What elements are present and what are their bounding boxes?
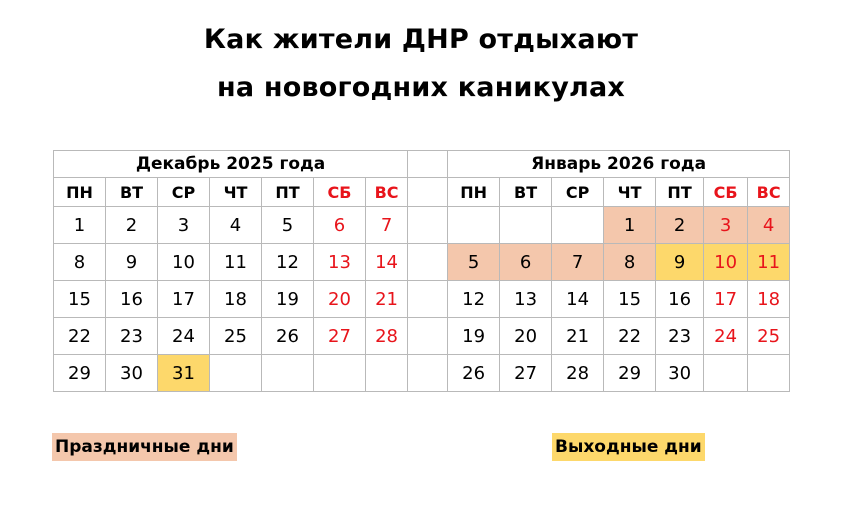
day-cell: 25 (210, 318, 262, 355)
page-title-line-2: на новогодних каникулах (216, 72, 626, 103)
day-cell: 1 (54, 207, 106, 244)
day-cell: 23 (656, 318, 704, 355)
month-gap (408, 244, 448, 281)
day-cell: 15 (604, 281, 656, 318)
jan-dayname-mon: ПН (448, 178, 500, 207)
day-cell (704, 355, 748, 392)
day-cell: 13 (500, 281, 552, 318)
day-cell: 13 (314, 244, 366, 281)
calendar-week-row (54, 355, 790, 392)
day-cell: 21 (366, 281, 408, 318)
weekend-day-cell: 10 (704, 244, 748, 281)
dec-dayname-fri: ПТ (262, 178, 314, 207)
day-cell: 19 (448, 318, 500, 355)
day-cell: 25 (748, 318, 790, 355)
page-title-line-1: Как жители ДНР отдыхают (203, 24, 639, 55)
day-cell: 20 (500, 318, 552, 355)
day-cell: 27 (314, 318, 366, 355)
day-cell: 15 (54, 281, 106, 318)
dec-dayname-wed: СР (158, 178, 210, 207)
day-cell (210, 355, 262, 392)
day-cell: 22 (604, 318, 656, 355)
month-gap (408, 178, 448, 207)
month-gap (408, 355, 448, 392)
day-cell: 30 (656, 355, 704, 392)
day-cell: 16 (656, 281, 704, 318)
holiday-day-cell: 5 (448, 244, 500, 281)
calendar-week-row (54, 318, 790, 355)
day-cell: 28 (366, 318, 408, 355)
month-gap (408, 151, 448, 178)
day-cell (500, 207, 552, 244)
day-cell: 11 (210, 244, 262, 281)
jan-dayname-wed: СР (552, 178, 604, 207)
holiday-day-cell: 6 (500, 244, 552, 281)
holiday-day-cell: 8 (604, 244, 656, 281)
day-cell: 19 (262, 281, 314, 318)
day-cell: 17 (158, 281, 210, 318)
holiday-day-cell: 7 (552, 244, 604, 281)
calendar-week-row (54, 281, 790, 318)
calendar-week-row (54, 207, 790, 244)
day-cell: 9 (106, 244, 158, 281)
day-cell: 12 (448, 281, 500, 318)
jan-dayname-tue: ВТ (500, 178, 552, 207)
day-cell: 8 (54, 244, 106, 281)
day-cell: 5 (262, 207, 314, 244)
weekend-day-cell: 31 (158, 355, 210, 392)
legend-holidays: Праздничные дни (52, 433, 237, 461)
day-cell: 7 (366, 207, 408, 244)
month-gap (408, 318, 448, 355)
dec-dayname-tue: ВТ (106, 178, 158, 207)
day-cell: 30 (106, 355, 158, 392)
day-cell (448, 207, 500, 244)
day-cell: 22 (54, 318, 106, 355)
day-cell: 6 (314, 207, 366, 244)
day-cell: 14 (552, 281, 604, 318)
day-cell (314, 355, 366, 392)
day-cell: 20 (314, 281, 366, 318)
day-cell: 27 (500, 355, 552, 392)
dec-dayname-mon: ПН (54, 178, 106, 207)
jan-dayname-sat: СБ (704, 178, 748, 207)
day-cell: 28 (552, 355, 604, 392)
day-cell: 3 (158, 207, 210, 244)
day-cell: 23 (106, 318, 158, 355)
day-cell (366, 355, 408, 392)
dec-dayname-sun: ВС (366, 178, 408, 207)
day-cell: 10 (158, 244, 210, 281)
day-cell: 29 (54, 355, 106, 392)
day-cell: 29 (604, 355, 656, 392)
day-cell: 18 (748, 281, 790, 318)
day-cell: 26 (448, 355, 500, 392)
dec-dayname-sat: СБ (314, 178, 366, 207)
jan-dayname-thu: ЧТ (604, 178, 656, 207)
month-gap (408, 207, 448, 244)
weekend-day-cell: 11 (748, 244, 790, 281)
holiday-day-cell: 2 (656, 207, 704, 244)
day-cell (262, 355, 314, 392)
day-cell: 26 (262, 318, 314, 355)
legend-weekends: Выходные дни (552, 433, 705, 461)
day-cell: 2 (106, 207, 158, 244)
day-cell: 17 (704, 281, 748, 318)
day-cell (748, 355, 790, 392)
month-gap (408, 281, 448, 318)
day-cell: 16 (106, 281, 158, 318)
day-cell (552, 207, 604, 244)
day-cell: 14 (366, 244, 408, 281)
calendar-table (53, 150, 790, 392)
jan-dayname-fri: ПТ (656, 178, 704, 207)
december-header: Декабрь 2025 года (54, 151, 408, 178)
dec-dayname-thu: ЧТ (210, 178, 262, 207)
day-cell: 12 (262, 244, 314, 281)
day-cell: 18 (210, 281, 262, 318)
holiday-day-cell: 4 (748, 207, 790, 244)
calendar-week-row (54, 244, 790, 281)
day-cell: 21 (552, 318, 604, 355)
jan-dayname-sun: ВС (748, 178, 790, 207)
weekend-day-cell: 9 (656, 244, 704, 281)
january-header: Январь 2026 года (448, 151, 790, 178)
day-cell: 24 (158, 318, 210, 355)
day-cell: 4 (210, 207, 262, 244)
holiday-day-cell: 1 (604, 207, 656, 244)
day-cell: 24 (704, 318, 748, 355)
holiday-day-cell: 3 (704, 207, 748, 244)
